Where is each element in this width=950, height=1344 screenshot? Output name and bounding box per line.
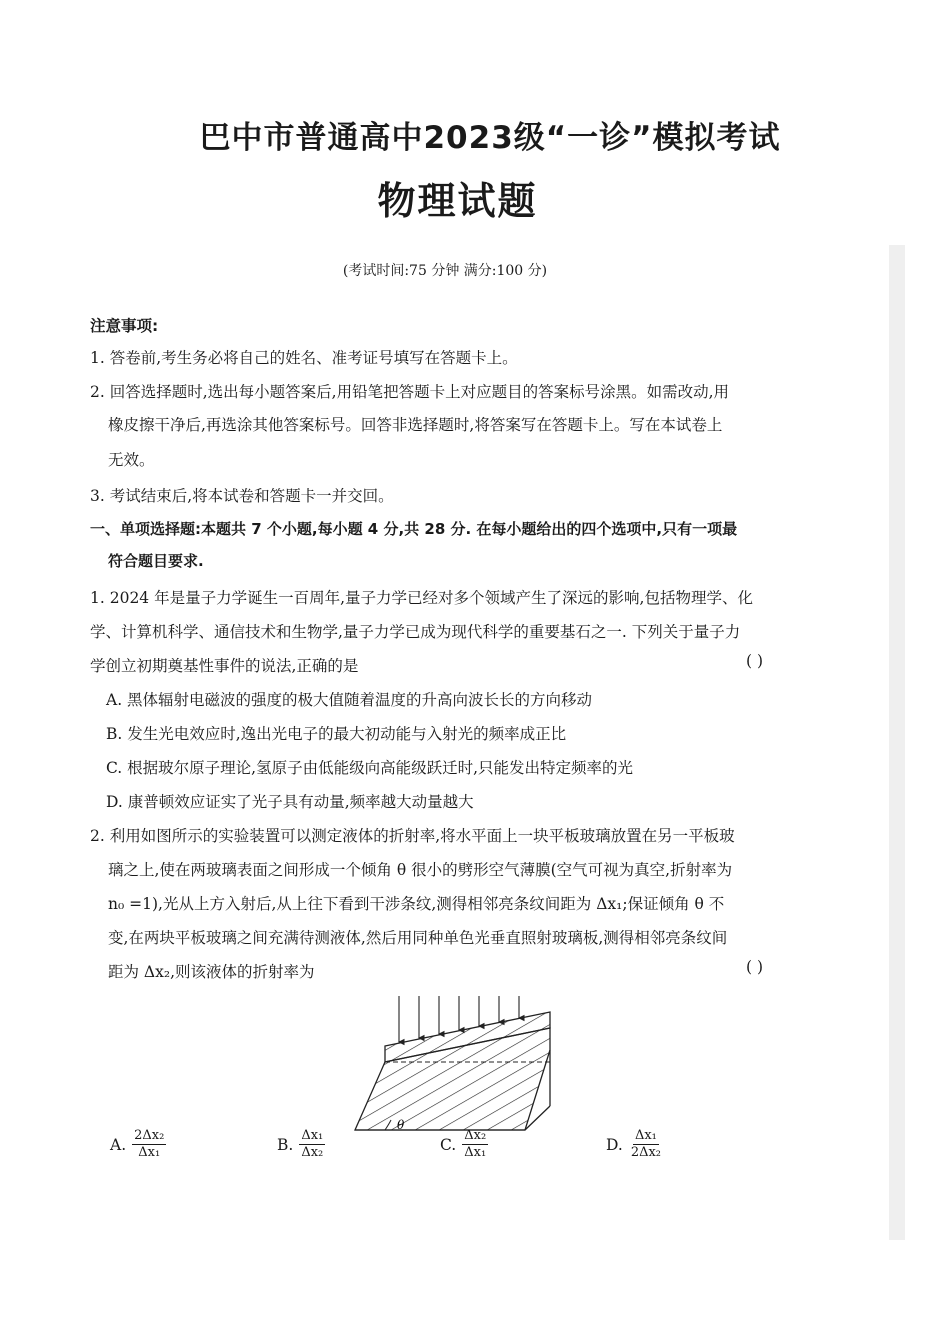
answer-parenthesis: ( ): [746, 652, 764, 670]
exam-info: (考试时间:75 分钟 满分:100 分): [342, 263, 548, 279]
notice-item: 1. 答卷前,考生务必将自己的姓名、准考证号填写在答题卡上。: [90, 349, 518, 367]
section-heading: 一、单项选择题:本题共 7 个小题,每小题 4 分,共 28 分. 在每小题给出的四个选项中,只有一项最: [90, 520, 738, 538]
question-2-text: 距为 Δx₂,则该液体的折射率为: [108, 963, 315, 981]
question-1-text: 1. 2024 年是量子力学诞生一百周年,量子力学已经对多个领域产生了深远的影响,包括物理学、化: [90, 589, 753, 607]
answer-c: C. $\frac{\text{Δx₂}}{\text{Δx₁}}$: [440, 1128, 487, 1160]
page-edge-shadow: [889, 245, 905, 1240]
theta-label: θ: [397, 1118, 405, 1132]
subject-title: 物理试题: [377, 179, 538, 223]
question-2-text: n₀ =1),光从上方入射后,从上往下看到干涉条纹,测得相邻亮条纹间距为 Δx₁;保证倾角 θ 不: [108, 895, 725, 913]
answer-b: B. $\frac{\text{Δx₁}}{\text{Δx₂}}$: [277, 1128, 324, 1160]
notice-heading: 注意事项:: [90, 317, 159, 335]
question-2-text: 璃之上,使在两玻璃表面之间形成一个倾角 θ 很小的劈形空气薄膜(空气可视为真空,折射率为: [108, 861, 733, 879]
notice-item: 2. 回答选择题时,选出每小题答案后,用铅笔把答题卡上对应题目的答案标号涂黑。如需改动,用: [90, 383, 729, 401]
option-b: B. 发生光电效应时,逸出光电子的最大初动能与入射光的频率成正比: [106, 725, 567, 743]
notice-item: 橡皮擦干净后,再选涂其他答案标号。回答非选择题时,将答案写在答题卡上。写在本试卷上: [108, 416, 723, 434]
question-2-text: 2. 利用如图所示的实验装置可以测定液体的折射率,将水平面上一块平板玻璃放置在另一平板玻: [90, 827, 735, 845]
question-1-text: 学创立初期奠基性事件的说法,正确的是: [90, 657, 359, 675]
question-1-text: 学、计算机科学、通信技术和生物学,量子力学已成为现代科学的重要基石之一. 下列关于量子力: [90, 623, 741, 641]
option-c: C. 根据玻尔原子理论,氢原子由低能级向高能级跃迁时,只能发出特定频率的光: [106, 759, 634, 777]
answer-parenthesis: ( ): [746, 958, 764, 976]
notice-item: 3. 考试结束后,将本试卷和答题卡一并交回。: [90, 487, 394, 505]
exam-title: 巴中市普通高中2023级“一诊”模拟考试: [199, 120, 781, 156]
option-a: A. 黑体辐射电磁波的强度的极大值随着温度的升高向波长长的方向移动: [106, 691, 593, 709]
option-d: D. 康普顿效应证实了光子具有动量,频率越大动量越大: [106, 793, 474, 811]
answer-d: D. $\frac{\text{Δx₁}}{\text{2Δx₂}}$: [606, 1128, 662, 1160]
wedge-film-diagram: [345, 990, 575, 1140]
question-2-text: 变,在两块平板玻璃之间充满待测液体,然后用同种单色光垂直照射玻璃板,测得相邻亮条纹间: [108, 929, 728, 947]
section-heading-cont: 符合题目要求.: [108, 552, 204, 570]
notice-item: 无效。: [108, 451, 155, 469]
answer-a: A. $\frac{\text{2Δx₂}}{\text{Δx₁}}$: [110, 1128, 165, 1160]
